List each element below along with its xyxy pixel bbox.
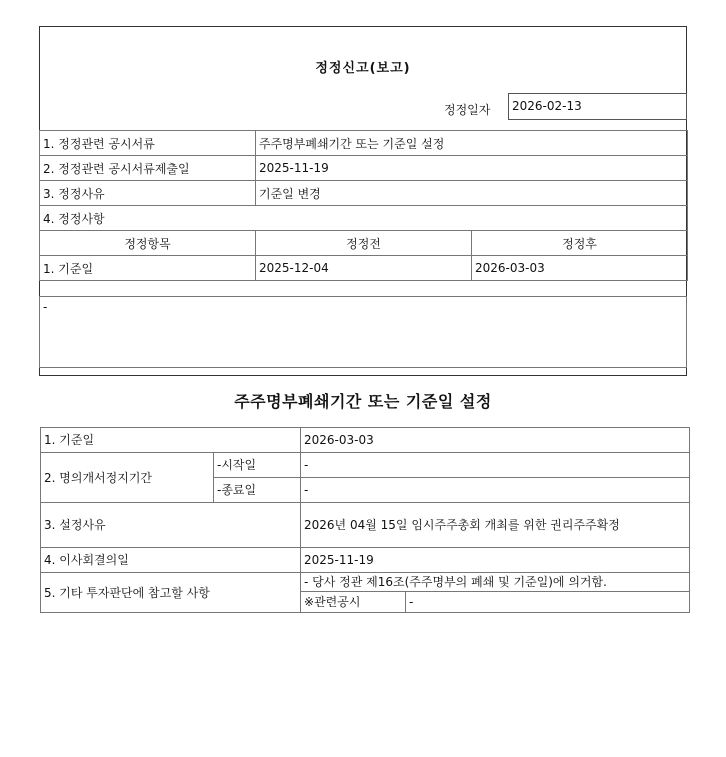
notice-title: 정정신고(보고) (315, 61, 411, 76)
sub-label: -종료일 (214, 478, 301, 503)
row-value: 기준일 변경 (256, 181, 688, 206)
related-disclosure-label: ※관련공시 (304, 595, 361, 609)
row-value: 2025-11-19 (301, 548, 690, 573)
table-row (40, 156, 688, 181)
record-date-table (40, 427, 690, 613)
column-header: 정정항목 (40, 231, 256, 256)
related-disclosure-value: - (406, 592, 690, 612)
sub-label: -시작일 (214, 453, 301, 478)
table-row (40, 131, 688, 156)
row-label: 4. 정정사항 (40, 206, 688, 231)
row-label: 3. 정정사유 (40, 181, 256, 206)
correction-info-table (39, 130, 688, 281)
column-header: 정정후 (472, 231, 688, 256)
row-value: 2025-11-19 (256, 156, 688, 181)
correction-after: 2026-03-03 (472, 256, 688, 281)
correction-notice-box (39, 26, 687, 376)
section-title: 주주명부폐쇄기간 또는 기준일 설정 (234, 392, 492, 411)
correction-before: 2025-12-04 (256, 256, 472, 281)
row-value: - (301, 453, 690, 478)
row-value: 2026-03-03 (301, 428, 690, 453)
row-label: 4. 이사회결의일 (41, 548, 301, 573)
row-label: 5. 기타 투자판단에 참고할 사항 (41, 573, 301, 613)
table-row (41, 453, 690, 478)
related-disclosure-table (301, 592, 689, 612)
table-row (41, 548, 690, 573)
row-value: - (301, 478, 690, 503)
correction-date-value: 2026-02-13 (508, 93, 687, 120)
row-label: 2. 정정관련 공시서류제출일 (40, 156, 256, 181)
table-row (41, 428, 690, 453)
table-row (40, 256, 688, 281)
table-row (40, 181, 688, 206)
memo-box: - (39, 296, 687, 368)
row-value: 2026년 04월 15일 임시주주총회 개최를 위한 권리주주확정 (301, 503, 690, 548)
row-label: 2. 명의개서정지기간 (41, 453, 214, 503)
other-cell (301, 573, 690, 613)
correction-date-label: 정정일자 (444, 103, 491, 117)
row-label: 3. 설정사유 (41, 503, 301, 548)
correction-item: 1. 기준일 (40, 256, 256, 281)
row-label: 1. 기준일 (41, 428, 301, 453)
row-label: 1. 정정관련 공시서류 (40, 131, 256, 156)
other-value: - 당사 정관 제16조(주주명부의 폐쇄 및 기준일)에 의거함. (301, 573, 689, 592)
table-header-row (40, 231, 688, 256)
table-row (41, 503, 690, 548)
table-row (41, 573, 690, 613)
column-header: 정정전 (256, 231, 472, 256)
table-row (40, 206, 688, 231)
row-value: 주주명부폐쇄기간 또는 기준일 설정 (256, 131, 688, 156)
